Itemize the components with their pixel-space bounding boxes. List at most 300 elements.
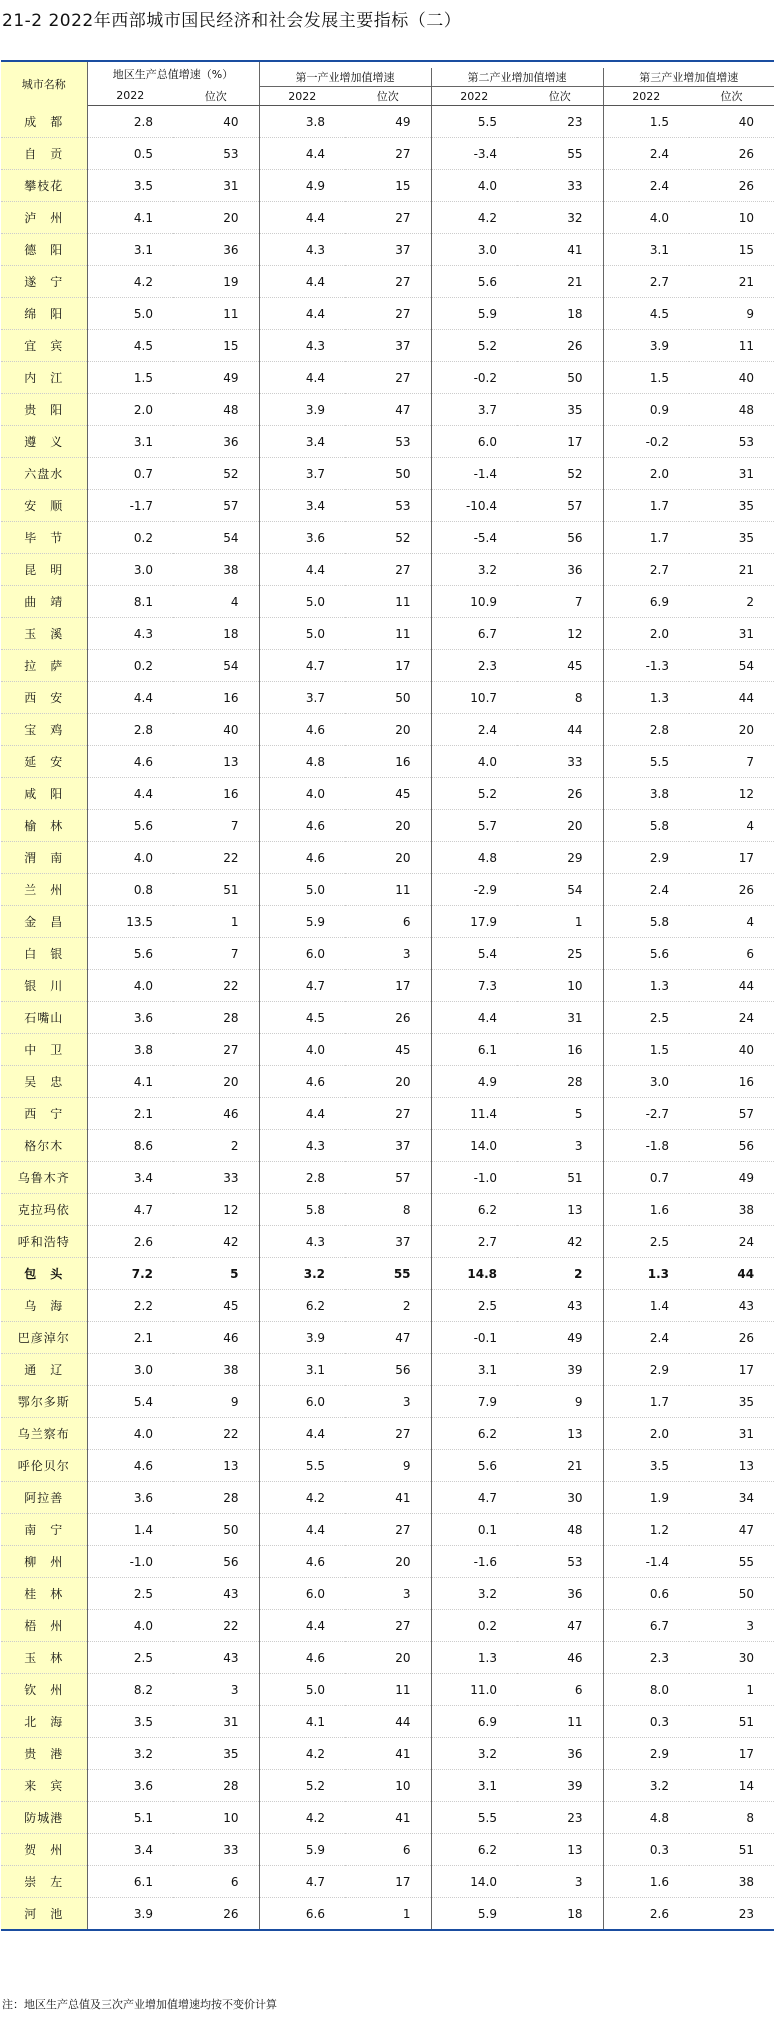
gdp-rank-cell: 31 xyxy=(173,1706,259,1738)
table-row xyxy=(1,1290,774,1322)
secondary-rank-cell: 20 xyxy=(517,810,603,842)
gdp-rank-cell: 28 xyxy=(173,1770,259,1802)
city-name-cell: 呼和浩特 xyxy=(1,1226,87,1258)
secondary-growth-cell: -0.2 xyxy=(431,362,517,394)
secondary-growth-cell: 7.3 xyxy=(431,970,517,1002)
gdp-year-header: 2022 xyxy=(87,87,173,106)
secondary-rank-cell: 36 xyxy=(517,1738,603,1770)
gdp-growth-cell: 4.4 xyxy=(87,682,173,714)
gdp-rank-cell: 52 xyxy=(173,458,259,490)
primary-rank-cell: 45 xyxy=(345,1034,431,1066)
secondary-rank-cell: 13 xyxy=(517,1194,603,1226)
tertiary-growth-cell: 0.3 xyxy=(603,1834,689,1866)
table-row xyxy=(1,714,774,746)
tertiary-rank-cell: 17 xyxy=(689,1354,774,1386)
table-row xyxy=(1,394,774,426)
secondary-growth-cell: -3.4 xyxy=(431,138,517,170)
gdp-growth-cell: 4.2 xyxy=(87,266,173,298)
primary-rank-cell: 27 xyxy=(345,362,431,394)
secondary-growth-cell: 3.1 xyxy=(431,1770,517,1802)
tertiary-rank-cell: 11 xyxy=(689,330,774,362)
primary-growth-cell: 6.6 xyxy=(259,1898,345,1931)
tertiary-growth-cell: 3.8 xyxy=(603,778,689,810)
gdp-growth-cell: 8.2 xyxy=(87,1674,173,1706)
secondary-growth-cell: -1.4 xyxy=(431,458,517,490)
secondary-growth-cell: -1.0 xyxy=(431,1162,517,1194)
gdp-growth-cell: 2.2 xyxy=(87,1290,173,1322)
tertiary-growth-cell: 2.4 xyxy=(603,138,689,170)
gdp-rank-cell: 31 xyxy=(173,170,259,202)
secondary-rank-cell: 57 xyxy=(517,490,603,522)
secondary-industry-header: 第二产业增加值增速 xyxy=(431,68,603,87)
gdp-rank-cell: 42 xyxy=(173,1226,259,1258)
primary-rank-cell: 20 xyxy=(345,1642,431,1674)
primary-growth-cell: 5.0 xyxy=(259,586,345,618)
secondary-growth-cell: 6.9 xyxy=(431,1706,517,1738)
tertiary-rank-cell: 17 xyxy=(689,1738,774,1770)
primary-growth-cell: 4.4 xyxy=(259,1098,345,1130)
tertiary-rank-cell: 20 xyxy=(689,714,774,746)
city-name-cell: 内 江 xyxy=(1,362,87,394)
primary-growth-cell: 4.1 xyxy=(259,1706,345,1738)
gdp-rank-cell: 57 xyxy=(173,490,259,522)
primary-growth-cell: 6.2 xyxy=(259,1290,345,1322)
gdp-growth-cell: 4.0 xyxy=(87,1610,173,1642)
tertiary-growth-cell: 6.7 xyxy=(603,1610,689,1642)
tertiary-growth-cell: 1.7 xyxy=(603,1386,689,1418)
secondary-rank-cell: 21 xyxy=(517,266,603,298)
tertiary-growth-cell: 3.9 xyxy=(603,330,689,362)
secondary-growth-cell: 3.7 xyxy=(431,394,517,426)
primary-rank-cell: 50 xyxy=(345,682,431,714)
primary-rank-cell: 27 xyxy=(345,138,431,170)
secondary-rank-cell: 39 xyxy=(517,1770,603,1802)
gdp-rank-cell: 6 xyxy=(173,1866,259,1898)
table-row xyxy=(1,1322,774,1354)
tertiary-rank-cell: 14 xyxy=(689,1770,774,1802)
gdp-rank-cell: 48 xyxy=(173,394,259,426)
tertiary-rank-cell: 43 xyxy=(689,1290,774,1322)
tertiary-growth-cell: 1.7 xyxy=(603,522,689,554)
gdp-rank-cell: 33 xyxy=(173,1162,259,1194)
gdp-growth-cell: 2.8 xyxy=(87,714,173,746)
gdp-growth-cell: 2.0 xyxy=(87,394,173,426)
table-row xyxy=(1,106,774,138)
secondary-rank-cell: 23 xyxy=(517,1802,603,1834)
tertiary-growth-cell: 3.5 xyxy=(603,1450,689,1482)
table-row xyxy=(1,1738,774,1770)
secondary-growth-cell: 3.2 xyxy=(431,1738,517,1770)
secondary-growth-cell: 14.0 xyxy=(431,1866,517,1898)
secondary-rank-cell: 48 xyxy=(517,1514,603,1546)
gdp-rank-cell: 9 xyxy=(173,1386,259,1418)
primary-rank-cell: 11 xyxy=(345,874,431,906)
table-row xyxy=(1,938,774,970)
secondary-rank-cell: 45 xyxy=(517,650,603,682)
primary-growth-cell: 4.0 xyxy=(259,778,345,810)
tertiary-growth-cell: 1.2 xyxy=(603,1514,689,1546)
primary-growth-cell: 4.4 xyxy=(259,1514,345,1546)
tertiary-rank-cell: 34 xyxy=(689,1482,774,1514)
secondary-growth-cell: 0.2 xyxy=(431,1610,517,1642)
tertiary-rank-cell: 35 xyxy=(689,1386,774,1418)
city-name-cell: 拉 萨 xyxy=(1,650,87,682)
secondary-growth-cell: 3.0 xyxy=(431,234,517,266)
primary-growth-cell: 4.6 xyxy=(259,842,345,874)
city-name-cell: 阿拉善 xyxy=(1,1482,87,1514)
city-name-cell: 通 辽 xyxy=(1,1354,87,1386)
primary-growth-cell: 3.4 xyxy=(259,426,345,458)
gdp-rank-cell: 16 xyxy=(173,682,259,714)
secondary-growth-cell: 4.2 xyxy=(431,202,517,234)
tertiary-growth-cell: 6.9 xyxy=(603,586,689,618)
primary-rank-cell: 47 xyxy=(345,1322,431,1354)
table-row xyxy=(1,586,774,618)
gdp-growth-cell: 3.6 xyxy=(87,1770,173,1802)
primary-growth-cell: 5.0 xyxy=(259,1674,345,1706)
primary-rank-cell: 53 xyxy=(345,426,431,458)
tertiary-growth-cell: -1.8 xyxy=(603,1130,689,1162)
secondary-rank-cell: 41 xyxy=(517,234,603,266)
city-name-cell: 榆 林 xyxy=(1,810,87,842)
secondary-rank-cell: 42 xyxy=(517,1226,603,1258)
tertiary-growth-cell: -2.7 xyxy=(603,1098,689,1130)
table-row xyxy=(1,618,774,650)
tertiary-rank-cell: 24 xyxy=(689,1002,774,1034)
gdp-rank-cell: 43 xyxy=(173,1642,259,1674)
tertiary-rank-cell: 53 xyxy=(689,426,774,458)
primary-growth-cell: 4.0 xyxy=(259,1034,345,1066)
primary-rank-cell: 20 xyxy=(345,842,431,874)
secondary-growth-cell: 6.7 xyxy=(431,618,517,650)
tertiary-growth-cell: 4.8 xyxy=(603,1802,689,1834)
primary-rank-cell: 47 xyxy=(345,394,431,426)
city-name-cell: 中 卫 xyxy=(1,1034,87,1066)
gdp-growth-cell: 4.6 xyxy=(87,1450,173,1482)
secondary-rank-cell: 13 xyxy=(517,1834,603,1866)
primary-rank-cell: 27 xyxy=(345,1514,431,1546)
city-name-cell: 昆 明 xyxy=(1,554,87,586)
indicator-table-container xyxy=(1,60,774,1931)
table-row xyxy=(1,682,774,714)
city-name-cell: 防城港 xyxy=(1,1802,87,1834)
secondary-growth-cell: 7.9 xyxy=(431,1386,517,1418)
secondary-growth-cell: 5.2 xyxy=(431,330,517,362)
tertiary-growth-cell: 3.2 xyxy=(603,1770,689,1802)
tertiary-growth-cell: 0.9 xyxy=(603,394,689,426)
primary-growth-cell: 4.6 xyxy=(259,1546,345,1578)
city-name-cell: 遵 义 xyxy=(1,426,87,458)
primary-growth-cell: 4.4 xyxy=(259,1418,345,1450)
secondary-growth-cell: 5.5 xyxy=(431,106,517,138)
gdp-growth-header: 地区生产总值增速（%） xyxy=(87,61,259,87)
city-name-cell: 银 川 xyxy=(1,970,87,1002)
primary-rank-cell: 20 xyxy=(345,1546,431,1578)
secondary-rank-cell: 33 xyxy=(517,170,603,202)
secondary-rank-cell: 3 xyxy=(517,1866,603,1898)
primary-growth-cell: 4.2 xyxy=(259,1738,345,1770)
tertiary-growth-cell: 5.8 xyxy=(603,810,689,842)
primary-growth-cell: 5.0 xyxy=(259,618,345,650)
tertiary-rank-cell: 3 xyxy=(689,1610,774,1642)
tertiary-growth-cell: 1.7 xyxy=(603,490,689,522)
city-name-cell: 玉 溪 xyxy=(1,618,87,650)
city-name-cell: 六盘水 xyxy=(1,458,87,490)
table-row xyxy=(1,1226,774,1258)
tertiary-rank-cell: 40 xyxy=(689,1034,774,1066)
table-row xyxy=(1,490,774,522)
primary-rank-cell: 17 xyxy=(345,1866,431,1898)
primary-rank-cell: 26 xyxy=(345,1002,431,1034)
tertiary-growth-cell: 2.0 xyxy=(603,618,689,650)
tertiary-rank-cell: 26 xyxy=(689,874,774,906)
city-name-cell: 乌兰察布 xyxy=(1,1418,87,1450)
secondary-growth-cell: 17.9 xyxy=(431,906,517,938)
gdp-rank-cell: 36 xyxy=(173,426,259,458)
gdp-rank-cell: 11 xyxy=(173,298,259,330)
tertiary-growth-cell: 4.5 xyxy=(603,298,689,330)
secondary-rank-cell: 46 xyxy=(517,1642,603,1674)
secondary-growth-cell: 0.1 xyxy=(431,1514,517,1546)
secondary-rank-cell: 39 xyxy=(517,1354,603,1386)
gdp-growth-cell: 0.2 xyxy=(87,650,173,682)
primary-growth-cell: 4.2 xyxy=(259,1802,345,1834)
primary-rank-cell: 11 xyxy=(345,618,431,650)
tertiary-rank-cell: 54 xyxy=(689,650,774,682)
tertiary-growth-cell: 4.0 xyxy=(603,202,689,234)
primary-rank-cell: 41 xyxy=(345,1738,431,1770)
gdp-growth-cell: 4.0 xyxy=(87,842,173,874)
tertiary-rank-cell: 51 xyxy=(689,1834,774,1866)
gdp-growth-cell: 1.4 xyxy=(87,1514,173,1546)
primary-rank-cell: 11 xyxy=(345,1674,431,1706)
gdp-growth-cell: 2.5 xyxy=(87,1578,173,1610)
gdp-growth-cell: 5.4 xyxy=(87,1386,173,1418)
city-name-cell: 桂 林 xyxy=(1,1578,87,1610)
primary-growth-cell: 4.5 xyxy=(259,1002,345,1034)
tertiary-rank-cell: 31 xyxy=(689,618,774,650)
primary-growth-cell: 4.2 xyxy=(259,1482,345,1514)
city-name-cell: 攀枝花 xyxy=(1,170,87,202)
gdp-growth-cell: 8.6 xyxy=(87,1130,173,1162)
primary-growth-cell: 3.8 xyxy=(259,106,345,138)
primary-growth-cell: 4.4 xyxy=(259,266,345,298)
gdp-rank-cell: 2 xyxy=(173,1130,259,1162)
table-row xyxy=(1,1034,774,1066)
primary-growth-cell: 4.3 xyxy=(259,234,345,266)
table-row xyxy=(1,1354,774,1386)
table-row xyxy=(1,266,774,298)
gdp-growth-cell: 3.9 xyxy=(87,1898,173,1931)
gdp-rank-cell: 51 xyxy=(173,874,259,906)
primary-rank-cell: 53 xyxy=(345,490,431,522)
gdp-rank-cell: 38 xyxy=(173,1354,259,1386)
gdp-rank-cell: 18 xyxy=(173,618,259,650)
gdp-growth-cell: 2.1 xyxy=(87,1322,173,1354)
secondary-growth-cell: -5.4 xyxy=(431,522,517,554)
secondary-rank-cell: 31 xyxy=(517,1002,603,1034)
primary-rank-cell: 17 xyxy=(345,970,431,1002)
tertiary-growth-cell: 3.0 xyxy=(603,1066,689,1098)
city-name-cell: 石嘴山 xyxy=(1,1002,87,1034)
city-name-cell: 乌鲁木齐 xyxy=(1,1162,87,1194)
secondary-growth-cell: 4.0 xyxy=(431,746,517,778)
gdp-growth-cell: 0.8 xyxy=(87,874,173,906)
tertiary-rank-cell: 15 xyxy=(689,234,774,266)
gdp-rank-cell: 26 xyxy=(173,1898,259,1931)
gdp-growth-cell: 5.6 xyxy=(87,810,173,842)
gdp-growth-cell: 4.0 xyxy=(87,970,173,1002)
table-row xyxy=(1,554,774,586)
gdp-growth-cell: 3.1 xyxy=(87,426,173,458)
table-row xyxy=(1,1258,774,1290)
primary-growth-cell: 4.4 xyxy=(259,554,345,586)
secondary-rank-cell: 13 xyxy=(517,1418,603,1450)
tertiary-growth-cell: -0.2 xyxy=(603,426,689,458)
secondary-rank-cell: 30 xyxy=(517,1482,603,1514)
gdp-rank-cell: 16 xyxy=(173,778,259,810)
secondary-growth-cell: -10.4 xyxy=(431,490,517,522)
gdp-growth-cell: 2.8 xyxy=(87,106,173,138)
gdp-growth-cell: 2.5 xyxy=(87,1642,173,1674)
tertiary-growth-cell: 0.6 xyxy=(603,1578,689,1610)
tertiary-growth-cell: 0.7 xyxy=(603,1162,689,1194)
primary-growth-cell: 4.4 xyxy=(259,298,345,330)
tertiary-growth-cell: 0.3 xyxy=(603,1706,689,1738)
secondary-growth-cell: 2.7 xyxy=(431,1226,517,1258)
secondary-growth-cell: 5.9 xyxy=(431,1898,517,1931)
tertiary-growth-cell: 1.3 xyxy=(603,1258,689,1290)
primary-rank-cell: 27 xyxy=(345,554,431,586)
secondary-growth-cell: -2.9 xyxy=(431,874,517,906)
secondary-rank-cell: 21 xyxy=(517,1450,603,1482)
secondary-growth-cell: 5.2 xyxy=(431,778,517,810)
secondary-rank-cell: 36 xyxy=(517,1578,603,1610)
gdp-growth-cell: 4.3 xyxy=(87,618,173,650)
primary-rank-cell: 52 xyxy=(345,522,431,554)
primary-rank-cell: 56 xyxy=(345,1354,431,1386)
city-name-cell: 曲 靖 xyxy=(1,586,87,618)
primary-rank-cell: 27 xyxy=(345,266,431,298)
gdp-rank-cell: 28 xyxy=(173,1002,259,1034)
tertiary-growth-cell: 1.4 xyxy=(603,1290,689,1322)
primary-growth-cell: 4.7 xyxy=(259,970,345,1002)
table-row xyxy=(1,1066,774,1098)
secondary-rank-cell: 36 xyxy=(517,554,603,586)
gdp-rank-cell: 54 xyxy=(173,522,259,554)
tertiary-growth-cell: -1.3 xyxy=(603,650,689,682)
city-name-cell: 金 昌 xyxy=(1,906,87,938)
table-row xyxy=(1,170,774,202)
table-row xyxy=(1,1098,774,1130)
city-name-cell: 贺 州 xyxy=(1,1834,87,1866)
secondary-growth-cell: -1.6 xyxy=(431,1546,517,1578)
primary-growth-cell: 5.5 xyxy=(259,1450,345,1482)
tertiary-growth-cell: 2.7 xyxy=(603,554,689,586)
secondary-growth-cell: -0.1 xyxy=(431,1322,517,1354)
primary-growth-cell: 5.9 xyxy=(259,1834,345,1866)
city-name-cell: 成 都 xyxy=(1,106,87,138)
city-name-cell: 乌 海 xyxy=(1,1290,87,1322)
gdp-rank-header: 位次 xyxy=(173,87,259,106)
gdp-rank-cell: 12 xyxy=(173,1194,259,1226)
city-name-cell: 泸 州 xyxy=(1,202,87,234)
secondary-rank-cell: 52 xyxy=(517,458,603,490)
secondary-rank-cell: 28 xyxy=(517,1066,603,1098)
tertiary-rank-cell: 31 xyxy=(689,458,774,490)
tertiary-rank-cell: 17 xyxy=(689,842,774,874)
tertiary-rank-cell: 12 xyxy=(689,778,774,810)
tertiary-rank-header: 位次 xyxy=(689,87,774,106)
gdp-growth-cell: 5.6 xyxy=(87,938,173,970)
table-row xyxy=(1,1578,774,1610)
gdp-rank-cell: 20 xyxy=(173,1066,259,1098)
secondary-rank-cell: 53 xyxy=(517,1546,603,1578)
tertiary-rank-cell: 21 xyxy=(689,266,774,298)
table-row xyxy=(1,330,774,362)
primary-rank-header: 位次 xyxy=(345,87,431,106)
tertiary-growth-cell: 2.9 xyxy=(603,1738,689,1770)
gdp-rank-cell: 3 xyxy=(173,1674,259,1706)
city-name-cell: 呼伦贝尔 xyxy=(1,1450,87,1482)
secondary-rank-cell: 7 xyxy=(517,586,603,618)
city-name-cell: 咸 阳 xyxy=(1,778,87,810)
secondary-rank-cell: 18 xyxy=(517,1898,603,1931)
gdp-growth-cell: 6.1 xyxy=(87,1866,173,1898)
secondary-growth-cell: 10.9 xyxy=(431,586,517,618)
primary-rank-cell: 20 xyxy=(345,810,431,842)
tertiary-rank-cell: 40 xyxy=(689,362,774,394)
gdp-growth-cell: 0.5 xyxy=(87,138,173,170)
secondary-growth-cell: 14.8 xyxy=(431,1258,517,1290)
secondary-growth-cell: 5.6 xyxy=(431,266,517,298)
secondary-rank-cell: 50 xyxy=(517,362,603,394)
primary-growth-cell: 4.4 xyxy=(259,362,345,394)
gdp-growth-cell: 13.5 xyxy=(87,906,173,938)
primary-growth-cell: 3.9 xyxy=(259,1322,345,1354)
gdp-rank-cell: 15 xyxy=(173,330,259,362)
gdp-rank-cell: 13 xyxy=(173,1450,259,1482)
tertiary-rank-cell: 47 xyxy=(689,1514,774,1546)
secondary-growth-cell: 6.0 xyxy=(431,426,517,458)
primary-growth-cell: 3.6 xyxy=(259,522,345,554)
secondary-rank-cell: 10 xyxy=(517,970,603,1002)
tertiary-growth-cell: 1.6 xyxy=(603,1194,689,1226)
gdp-rank-cell: 22 xyxy=(173,1418,259,1450)
primary-growth-cell: 3.7 xyxy=(259,682,345,714)
city-name-cell: 西 安 xyxy=(1,682,87,714)
city-name-cell: 延 安 xyxy=(1,746,87,778)
city-name-cell: 克拉玛依 xyxy=(1,1194,87,1226)
tertiary-rank-cell: 9 xyxy=(689,298,774,330)
secondary-growth-cell: 4.4 xyxy=(431,1002,517,1034)
primary-rank-cell: 55 xyxy=(345,1258,431,1290)
gdp-rank-cell: 10 xyxy=(173,1802,259,1834)
primary-growth-cell: 6.0 xyxy=(259,1386,345,1418)
secondary-growth-cell: 3.1 xyxy=(431,1354,517,1386)
primary-rank-cell: 8 xyxy=(345,1194,431,1226)
secondary-rank-cell: 47 xyxy=(517,1610,603,1642)
primary-growth-cell: 5.2 xyxy=(259,1770,345,1802)
primary-rank-cell: 15 xyxy=(345,170,431,202)
primary-rank-cell: 16 xyxy=(345,746,431,778)
tertiary-growth-cell: 2.6 xyxy=(603,1898,689,1931)
primary-rank-cell: 27 xyxy=(345,1418,431,1450)
secondary-rank-cell: 3 xyxy=(517,1130,603,1162)
secondary-rank-cell: 16 xyxy=(517,1034,603,1066)
city-column-header: 城市名称 xyxy=(1,61,87,106)
gdp-growth-cell: 4.0 xyxy=(87,1418,173,1450)
